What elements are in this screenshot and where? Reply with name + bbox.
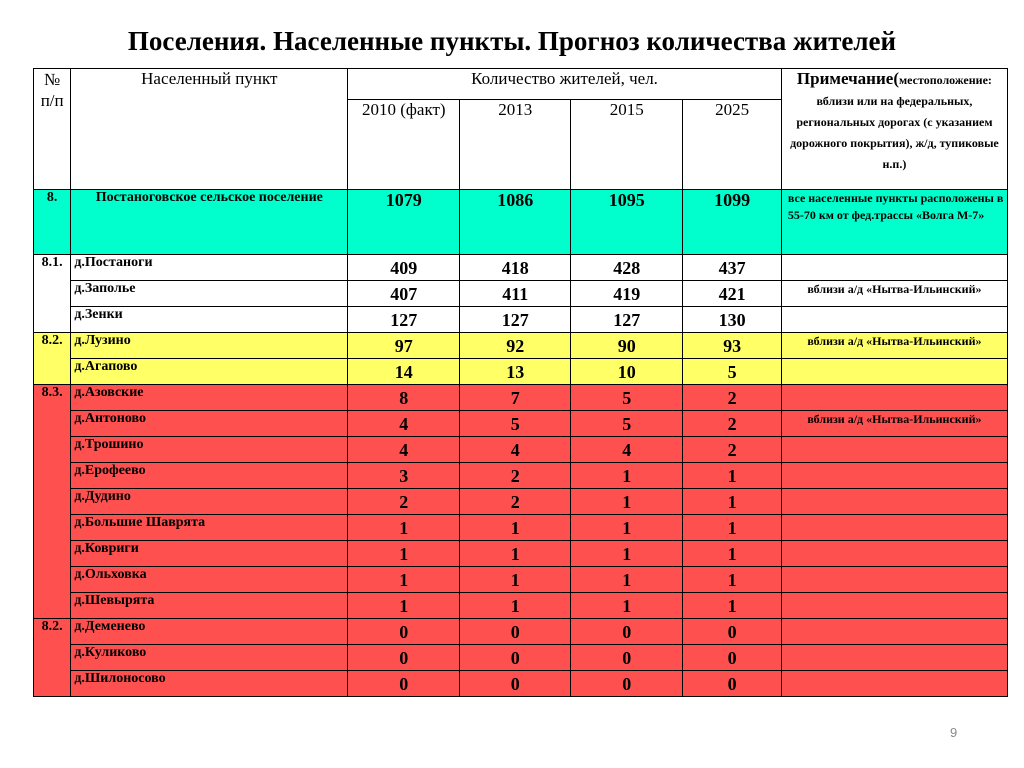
population-2025: 1 bbox=[683, 593, 782, 619]
population-2013: 411 bbox=[460, 281, 571, 307]
village-name: д.Азовские bbox=[71, 385, 348, 411]
group-code: 8.3. bbox=[34, 385, 71, 619]
population-2013: 4 bbox=[460, 437, 571, 463]
population-2013: 1 bbox=[460, 593, 571, 619]
population-2025: 5 bbox=[683, 359, 782, 385]
population-2013: 92 bbox=[460, 333, 571, 359]
population-2025: 1 bbox=[683, 541, 782, 567]
village-name: д.Лузино bbox=[71, 333, 348, 359]
group-code: 8.2. bbox=[34, 619, 71, 697]
population-2010: 0 bbox=[348, 619, 460, 645]
population-2013: 0 bbox=[460, 671, 571, 697]
village-name: д.Заполье bbox=[71, 281, 348, 307]
settlement-note: все населенные пункты расположены в 55-70 км от фед.трассы «Волга М-7» bbox=[781, 190, 1007, 255]
village-note bbox=[781, 307, 1007, 333]
population-2010: 1 bbox=[348, 567, 460, 593]
population-2013: 1 bbox=[460, 515, 571, 541]
table-row bbox=[34, 619, 1008, 645]
population-2015: 1 bbox=[571, 515, 683, 541]
population-2015: 5 bbox=[571, 411, 683, 437]
header-year-2010: 2010 (факт) bbox=[348, 100, 460, 190]
village-note bbox=[781, 671, 1007, 697]
population-2013: 5 bbox=[460, 411, 571, 437]
population-2015: 0 bbox=[571, 645, 683, 671]
population-2013: 1 bbox=[460, 567, 571, 593]
village-name: д.Шилоносово bbox=[71, 671, 348, 697]
table-row bbox=[34, 671, 1008, 697]
header-year-2013: 2013 bbox=[460, 100, 571, 190]
village-name: д.Трошино bbox=[71, 437, 348, 463]
population-2025: 437 bbox=[683, 255, 782, 281]
village-name: д.Деменево bbox=[71, 619, 348, 645]
group-code: 8.1. bbox=[34, 255, 71, 333]
population-2025: 2 bbox=[683, 385, 782, 411]
population-2025: 1 bbox=[683, 515, 782, 541]
table-row bbox=[34, 385, 1008, 411]
village-name: д.Антоново bbox=[71, 411, 348, 437]
population-2010: 127 bbox=[348, 307, 460, 333]
table-row bbox=[34, 437, 1008, 463]
group-code: 8.2. bbox=[34, 333, 71, 385]
table-row bbox=[34, 645, 1008, 671]
population-2015: 10 bbox=[571, 359, 683, 385]
header-note bbox=[781, 69, 1007, 190]
population-2025: 0 bbox=[683, 671, 782, 697]
population-2013: 0 bbox=[460, 619, 571, 645]
village-note: вблизи а/д «Нытва-Ильинский» bbox=[781, 333, 1007, 359]
population-2025: 1 bbox=[683, 463, 782, 489]
population-2010: 14 bbox=[348, 359, 460, 385]
settlement-value-2025: 1099 bbox=[683, 190, 782, 255]
village-note bbox=[781, 255, 1007, 281]
village-name: д.Зенки bbox=[71, 307, 348, 333]
population-2010: 1 bbox=[348, 515, 460, 541]
village-note bbox=[781, 359, 1007, 385]
population-2015: 419 bbox=[571, 281, 683, 307]
village-note bbox=[781, 463, 1007, 489]
settlement-value-2013: 1086 bbox=[460, 190, 571, 255]
table-row bbox=[34, 463, 1008, 489]
village-note bbox=[781, 541, 1007, 567]
population-2015: 4 bbox=[571, 437, 683, 463]
page-number: 9 bbox=[950, 725, 958, 740]
header-note-small: местоположение: вблизи или на федеральных, региональных дорогах (с указанием дорожного покрытия), ж/д, тупиковые н.п.) bbox=[790, 73, 999, 171]
village-note bbox=[781, 385, 1007, 411]
village-name: д.Дудино bbox=[71, 489, 348, 515]
settlement-value-2010: 1079 bbox=[348, 190, 460, 255]
village-name: д.Большие Шаврята bbox=[71, 515, 348, 541]
village-name: д.Агапово bbox=[71, 359, 348, 385]
population-2025: 2 bbox=[683, 411, 782, 437]
population-2025: 130 bbox=[683, 307, 782, 333]
settlement-value-2015: 1095 bbox=[571, 190, 683, 255]
header-note-main: Примечание( bbox=[796, 69, 899, 88]
population-2013: 127 bbox=[460, 307, 571, 333]
village-name: д.Куликово bbox=[71, 645, 348, 671]
population-2025: 1 bbox=[683, 567, 782, 593]
population-2015: 5 bbox=[571, 385, 683, 411]
village-note bbox=[781, 619, 1007, 645]
population-2010: 1 bbox=[348, 541, 460, 567]
population-2025: 0 bbox=[683, 645, 782, 671]
village-name: д.Ольховка bbox=[71, 567, 348, 593]
population-2013: 13 bbox=[460, 359, 571, 385]
village-name: д.Шевырята bbox=[71, 593, 348, 619]
village-note bbox=[781, 645, 1007, 671]
page-title: Поселения. Населенные пункты. Прогноз количества жителей bbox=[127, 26, 897, 56]
population-2015: 1 bbox=[571, 541, 683, 567]
village-name: д.Ковриги bbox=[71, 541, 348, 567]
village-name: д.Постаноги bbox=[71, 255, 348, 281]
population-2015: 428 bbox=[571, 255, 683, 281]
population-2010: 0 bbox=[348, 671, 460, 697]
table-row bbox=[34, 593, 1008, 619]
population-2013: 1 bbox=[460, 541, 571, 567]
population-2010: 3 bbox=[348, 463, 460, 489]
village-note bbox=[781, 593, 1007, 619]
village-note bbox=[781, 515, 1007, 541]
table-row bbox=[34, 333, 1008, 359]
population-2025: 421 bbox=[683, 281, 782, 307]
table-row bbox=[34, 281, 1008, 307]
population-2015: 1 bbox=[571, 593, 683, 619]
population-2015: 1 bbox=[571, 567, 683, 593]
population-2015: 90 bbox=[571, 333, 683, 359]
population-2010: 4 bbox=[348, 437, 460, 463]
village-note: вблизи а/д «Нытва-Ильинский» bbox=[781, 411, 1007, 437]
population-2010: 0 bbox=[348, 645, 460, 671]
header-year-2025: 2025 bbox=[683, 100, 782, 190]
population-2015: 1 bbox=[571, 463, 683, 489]
population-2015: 127 bbox=[571, 307, 683, 333]
table-row bbox=[34, 359, 1008, 385]
population-2025: 2 bbox=[683, 437, 782, 463]
population-table bbox=[33, 68, 1008, 697]
table-row bbox=[34, 307, 1008, 333]
population-2013: 418 bbox=[460, 255, 571, 281]
population-2025: 1 bbox=[683, 489, 782, 515]
population-2013: 2 bbox=[460, 489, 571, 515]
table-row bbox=[34, 541, 1008, 567]
settlement-code: 8. bbox=[34, 190, 71, 255]
population-2010: 2 bbox=[348, 489, 460, 515]
table-row bbox=[34, 411, 1008, 437]
table-row bbox=[34, 255, 1008, 281]
header-year-2015: 2015 bbox=[571, 100, 683, 190]
population-2010: 407 bbox=[348, 281, 460, 307]
population-2010: 1 bbox=[348, 593, 460, 619]
village-note bbox=[781, 489, 1007, 515]
population-2015: 0 bbox=[571, 619, 683, 645]
population-2025: 0 bbox=[683, 619, 782, 645]
village-name: д.Ерофеево bbox=[71, 463, 348, 489]
population-2010: 4 bbox=[348, 411, 460, 437]
header-settlement-name: Населенный пункт bbox=[71, 69, 348, 190]
population-2025: 93 bbox=[683, 333, 782, 359]
village-note bbox=[781, 437, 1007, 463]
settlement-name: Постаноговское сельское поселение bbox=[71, 190, 348, 255]
population-2013: 0 bbox=[460, 645, 571, 671]
population-2013: 7 bbox=[460, 385, 571, 411]
population-2015: 0 bbox=[571, 671, 683, 697]
table-row bbox=[34, 489, 1008, 515]
header-number: № п/п bbox=[34, 69, 71, 190]
table-row bbox=[34, 567, 1008, 593]
population-2010: 8 bbox=[348, 385, 460, 411]
village-note: вблизи а/д «Нытва-Ильинский» bbox=[781, 281, 1007, 307]
village-note bbox=[781, 567, 1007, 593]
table-row bbox=[34, 515, 1008, 541]
header-population: Количество жителей, чел. bbox=[348, 69, 782, 100]
population-2010: 97 bbox=[348, 333, 460, 359]
population-2010: 409 bbox=[348, 255, 460, 281]
population-2013: 2 bbox=[460, 463, 571, 489]
settlement-row bbox=[34, 190, 1008, 255]
population-2015: 1 bbox=[571, 489, 683, 515]
